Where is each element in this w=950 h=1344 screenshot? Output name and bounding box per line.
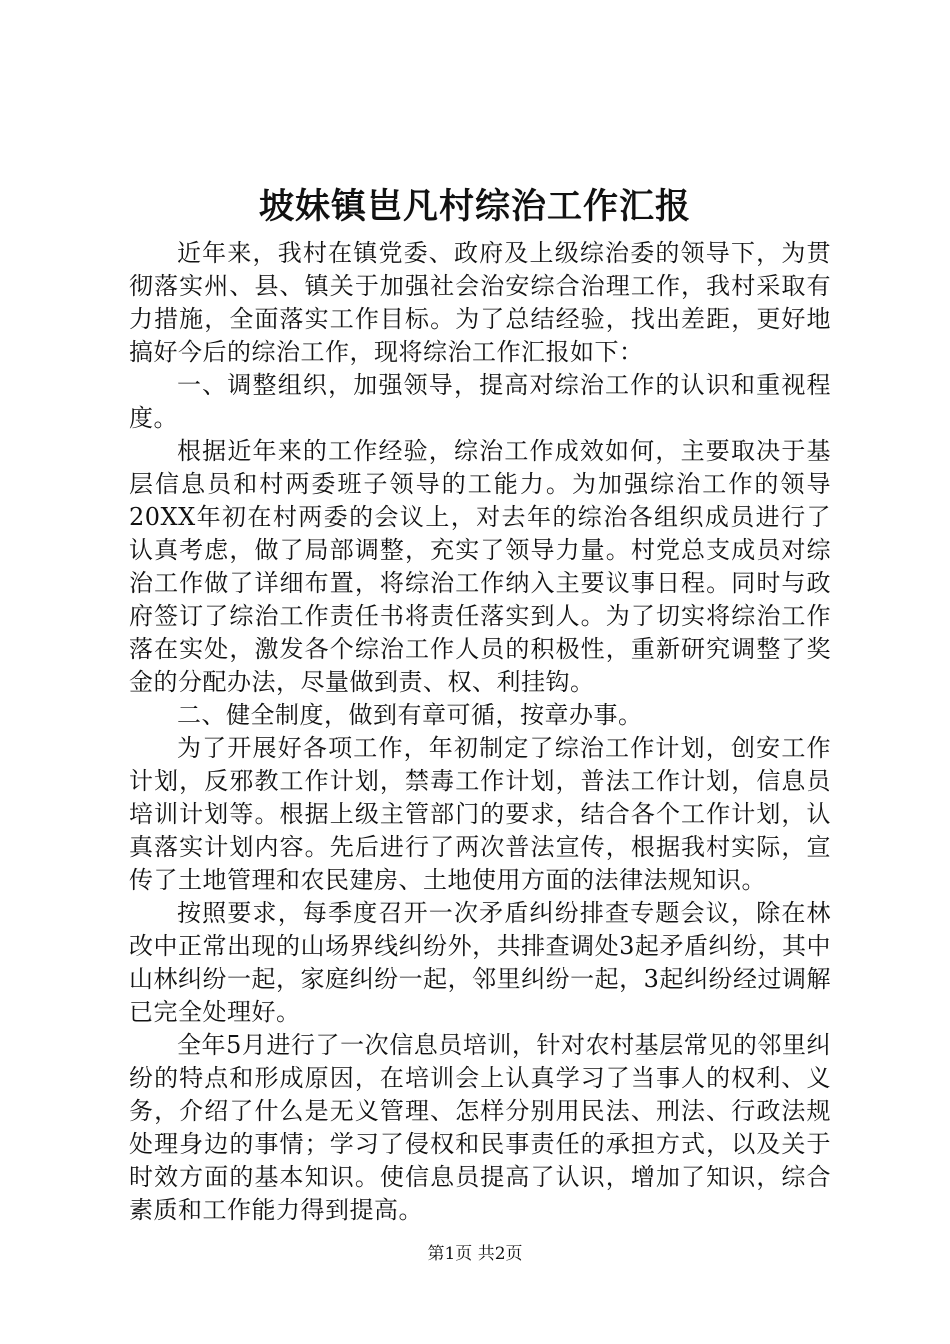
paragraph-training: 全年5月进行了一次信息员培训，针对农村基层常见的邻里纠纷的特点和形成原因，在培训会上认真学习了当事人的权利、义务，介绍了什么是无义管理、怎样分别用民法、刑法、行政法规处理身边的事情；学习了侵权和民事责任的承担方式，以及关于时效方面的基本知识。使信息员提高了认识，增加了知识，综合素质和工作能力得到提高。 [129,1031,831,1224]
page-number: 第1页 共2页 [427,1244,523,1264]
section-heading-2: 二、健全制度，做到有章可循，按章办事。 [177,701,643,729]
section-heading-1: 一、调整组织，加强领导，提高对综治工作的认识和重视程度。 [129,371,831,432]
paragraph-plans: 为了开展好各项工作，年初制定了综治工作计划，创安工作计划，反邪教工作计划，禁毒工作计划，普法工作计划，信息员培训计划等。根据上级主管部门的要求，结合各个工作计划，认真落实计划内容。先后进行了两次普法宣传，根据我村实际，宣传了土地管理和农民建房、土地使用方面的法律法规知识。 [129,734,831,894]
paragraph-organization: 根据近年来的工作经验，综治工作成效如何，主要取决于基层信息员和村两委班子领导的工能力。为加强综治工作的领导20XX年初在村两委的会议上，对去年的综治各组织成员进行了认真考虑，做了局部调整，充实了领导力量。村党总支成员对综治工作做了详细布置，将综治工作纳入主要议事日程。同时与政府签订了综治工作责任书将责任落实到人。为了切实将综治工作落在实处，激发各个综治工作人员的积极性，重新研究调整了奖金的分配办法，尽量做到责、权、利挂钩。 [129,437,831,696]
paragraph-intro: 近年来，我村在镇党委、政府及上级综治委的领导下，为贯彻落实州、县、镇关于加强社会治安综合治理工作，我村采取有力措施，全面落实工作目标。为了总结经验，找出差距，更好地搞好今后的综治工作，现将综治工作汇报如下： [129,239,831,366]
document-title: 坡妹镇岜凡村综治工作汇报 [258,186,691,227]
document-body [129,237,831,1227]
paragraph-disputes: 按照要求，每季度召开一次矛盾纠纷排查专题会议，除在林改中正常出现的山场界线纠纷外，共排查调处3起矛盾纠纷，其中山林纠纷一起，家庭纠纷一起，邻里纠纷一起，3起纠纷经过调解已完全处理好。 [129,899,831,1026]
